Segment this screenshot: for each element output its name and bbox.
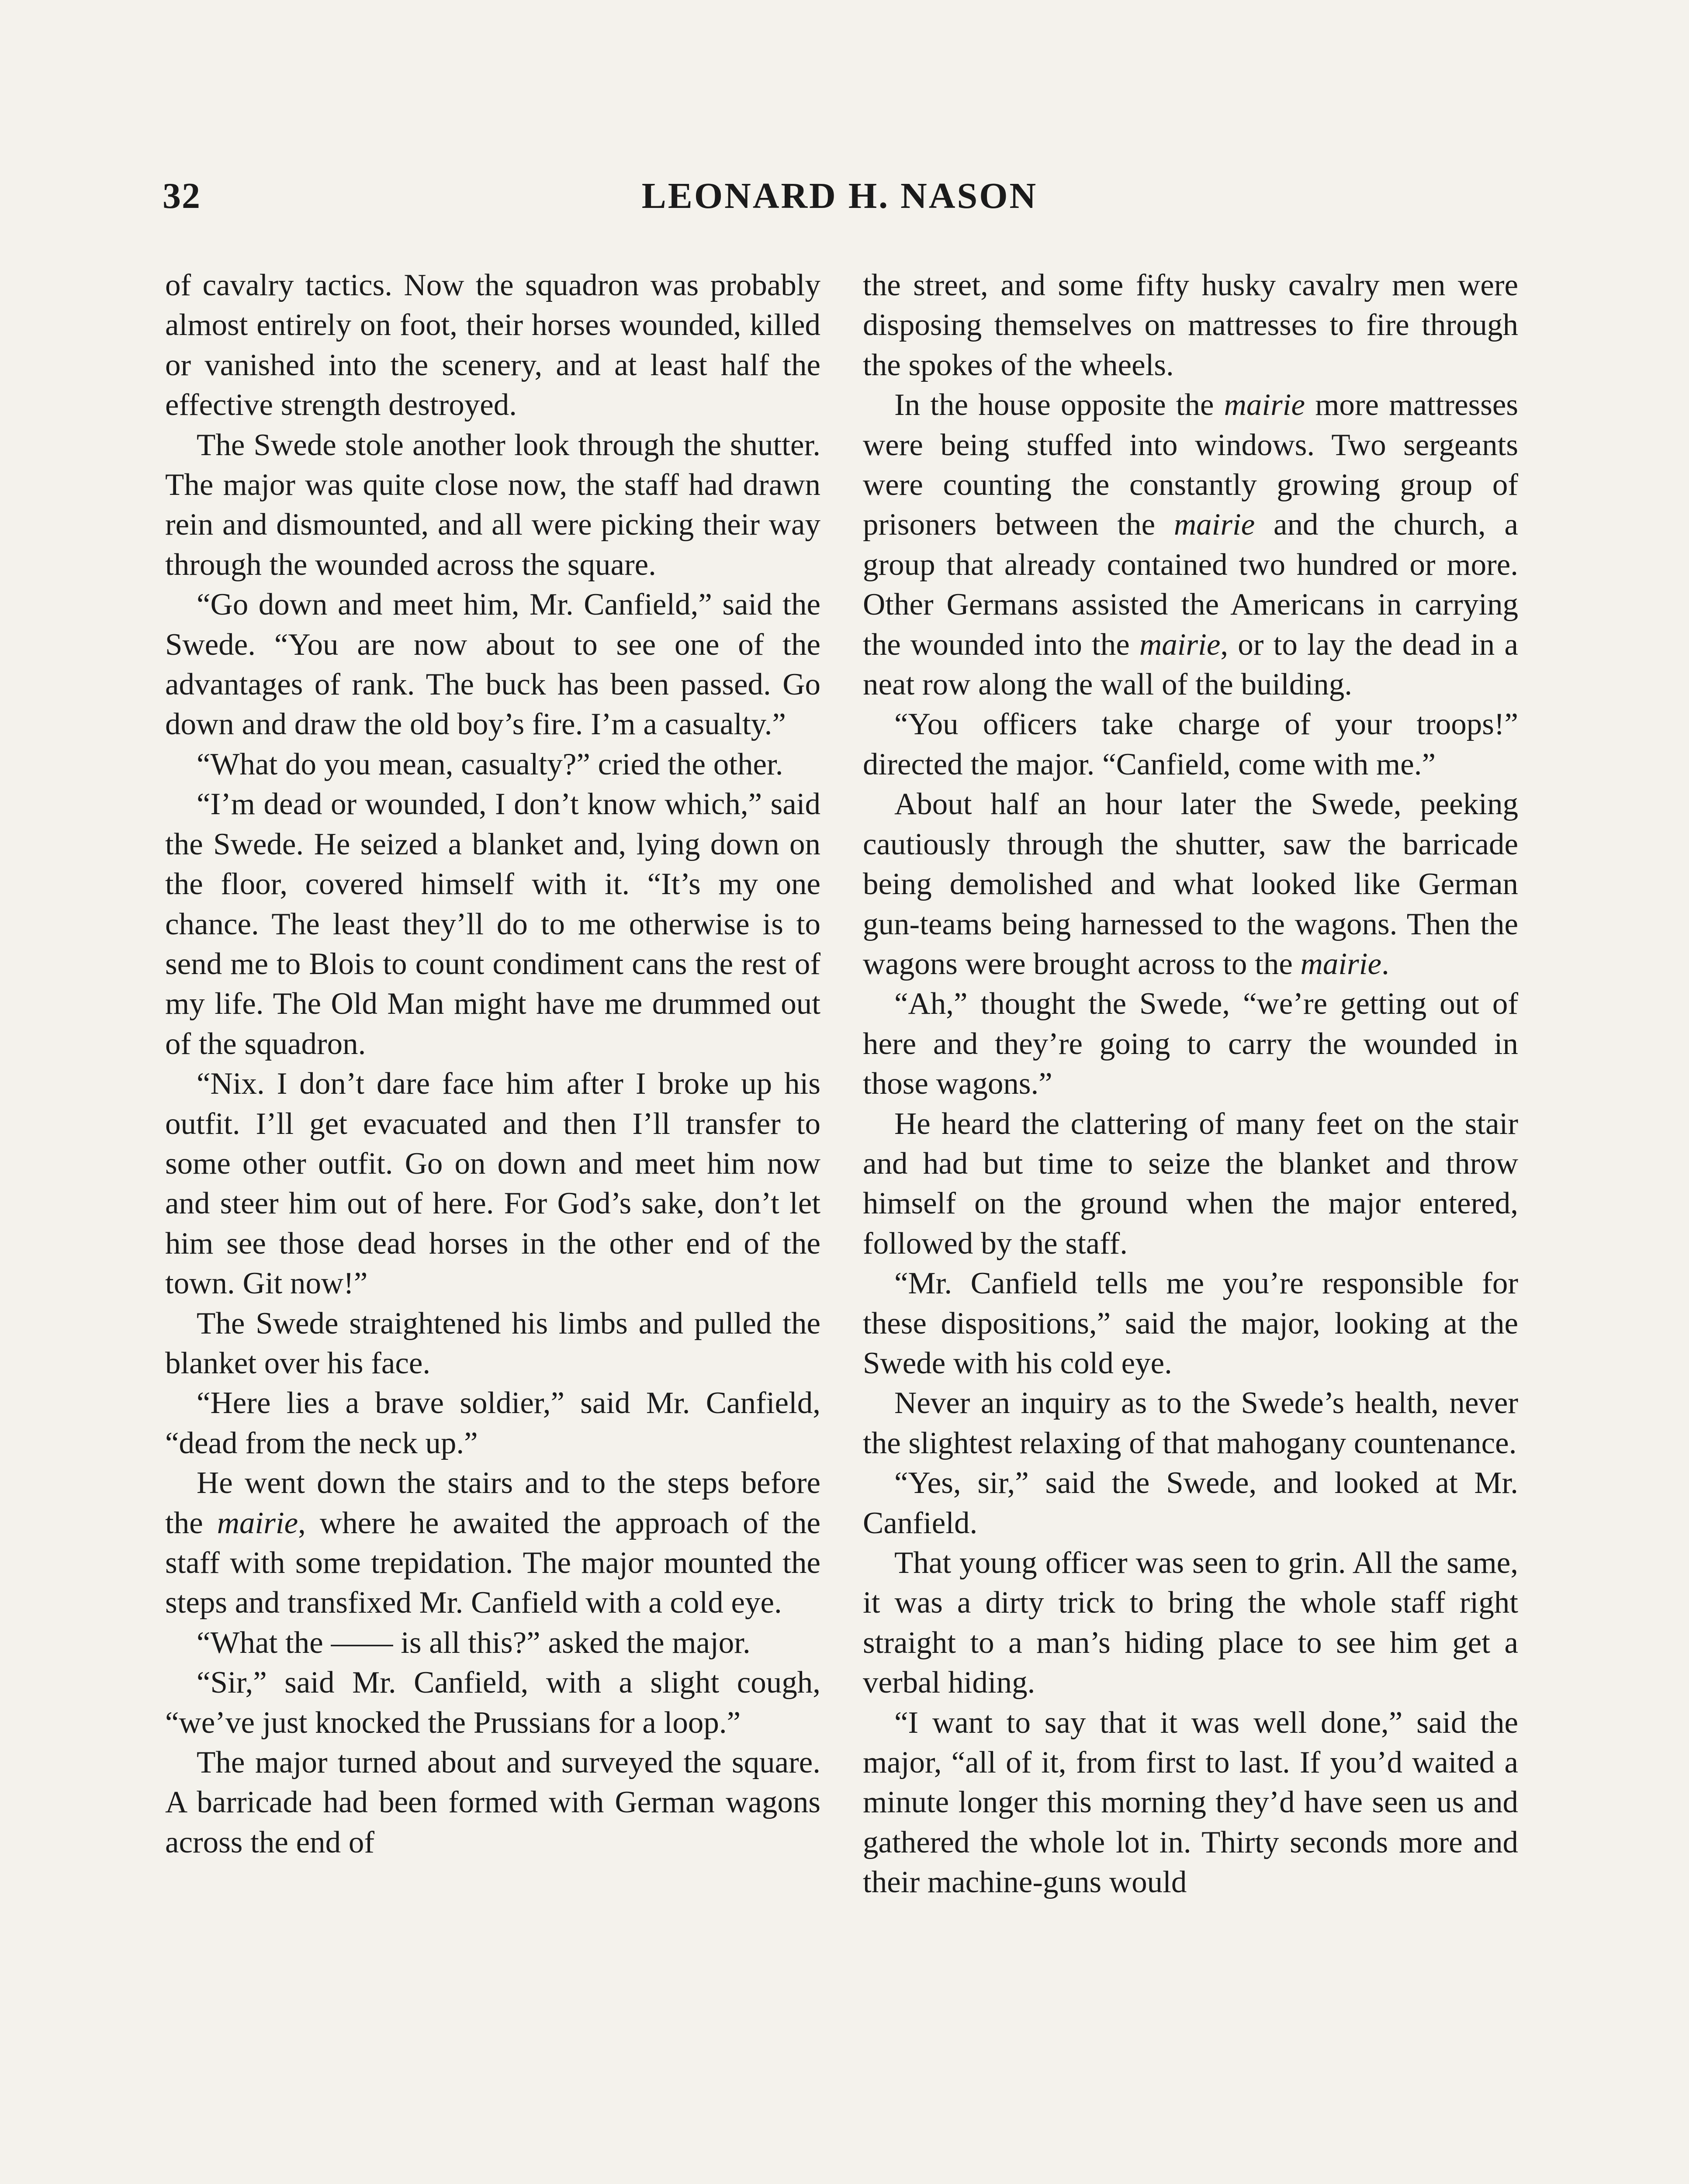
paragraph: That young officer was seen to grin. All the same, it was a dirty trick to bring the whole staff right straight to a man’s hiding place to see him get a verbal hiding. xyxy=(863,1546,1518,1700)
paragraph: “Mr. Canfield tells me you’re responsible for these dispositions,” said the major, looking at the Swede with his cold eye. xyxy=(863,1266,1518,1380)
paragraph: “Sir,” said Mr. Canfield, with a slight cough, “we’ve just knocked the Prussians for a loop.” xyxy=(165,1666,820,1740)
paragraph: The Swede stole another look through the shutter. The major was quite close now, the staff had drawn rein and dismounted, and all were picking their way through the wounded across the square. xyxy=(165,428,820,582)
paragraph: “Go down and meet him, Mr. Canfield,” said the Swede. “You are now about to see one of the advantages of rank. The buck has been passed. Go down and draw the old boy’s fire. I’m a casualty.” xyxy=(165,587,820,742)
paragraph: “What the —— is all this?” asked the major. xyxy=(197,1625,751,1660)
paragraph: He went down the stairs and to the steps before the mairie, where he awaited the approach of the staff with some trepidation. The major mounted the steps and transfixed Mr. Canfield with a cold eye. xyxy=(165,1466,821,1620)
paragraph: He heard the clattering of many feet on the stair and had but time to seize the blanket and throw himself on the ground when the major entered, followed by the staff. xyxy=(863,1106,1518,1261)
page-header xyxy=(163,175,1517,227)
paragraph: “You officers take charge of your troops!” directed the major. “Canfield, come with me.” xyxy=(863,707,1518,781)
left-text-column xyxy=(165,266,820,1863)
paragraph: About half an hour later the Swede, peeking cautiously through the shutter, saw the barricade being demolished and what looked like German gun-teams being harnessed to the wagons. Then the wagons were brought across to the mairie. xyxy=(863,787,1518,981)
paragraph: “Here lies a brave soldier,” said Mr. Canfield, “dead from the neck up.” xyxy=(165,1386,820,1460)
page-number: 32 xyxy=(163,176,201,216)
paragraph: “Yes, sir,” said the Swede, and looked at Mr. Canfield. xyxy=(863,1466,1518,1540)
paragraph: The Swede straightened his limbs and pulled the blanket over his face. xyxy=(165,1306,820,1380)
paragraph: “I want to say that it was well done,” said the major, “all of it, from first to last. If you’d waited a minute longer this morning they’d have seen us and gathered the whole lot in. Thirty seconds more and their machine-guns would xyxy=(863,1705,1518,1900)
paragraph: “Ah,” thought the Swede, “we’re getting out of here and they’re going to carry the wounded in those wagons.” xyxy=(863,987,1518,1101)
paragraph: “What do you mean, casualty?” cried the other. xyxy=(197,747,783,781)
paragraph: “I’m dead or wounded, I don’t know which,” said the Swede. He seized a blanket and, lying down on the floor, covered himself with it. “It’s my one chance. The least they’ll do to me otherwise is to send me to Blois to count condiment cans the rest of my life. The Old Man might have me drummed out of the squadron. xyxy=(165,787,820,1061)
paragraph: Never an inquiry as to the Swede’s health, never the slightest relaxing of that mahogany countenance. xyxy=(863,1386,1518,1460)
paragraph: In the house opposite the mairie more mattresses were being stuffed into windows. Two sergeants were counting the constantly growing group of prisoners between the mairie and the church, a group that already contained two hundred or more. Other Germans assisted the Americans in carrying the wounded into the mairie, or to lay the dead in a neat row along the wall of the building. xyxy=(863,388,1519,702)
paragraph: The major turned about and surveyed the square. A barricade had been formed with German wagons across the end of xyxy=(165,1745,820,1859)
paragraph: the street, and some fifty husky cavalry men were disposing themselves on mattresses to fire through the spokes of the wheels. xyxy=(863,268,1518,382)
paragraph: “Nix. I don’t dare face him after I broke up his outfit. I’ll get evacuated and then I’ll transfer to some other outfit. Go on down and meet him now and steer him out of here. For God’s sake, don’t let him see those dead horses in the other end of the town. Git now!” xyxy=(165,1067,820,1301)
paragraph: of cavalry tactics. Now the squadron was probably almost entirely on foot, their horses wounded, killed or vanished into the scenery, and at least half the effective strength destroyed. xyxy=(165,268,820,422)
running-head: LEONARD H. NASON xyxy=(641,176,1038,216)
right-text-column xyxy=(863,266,1518,1903)
